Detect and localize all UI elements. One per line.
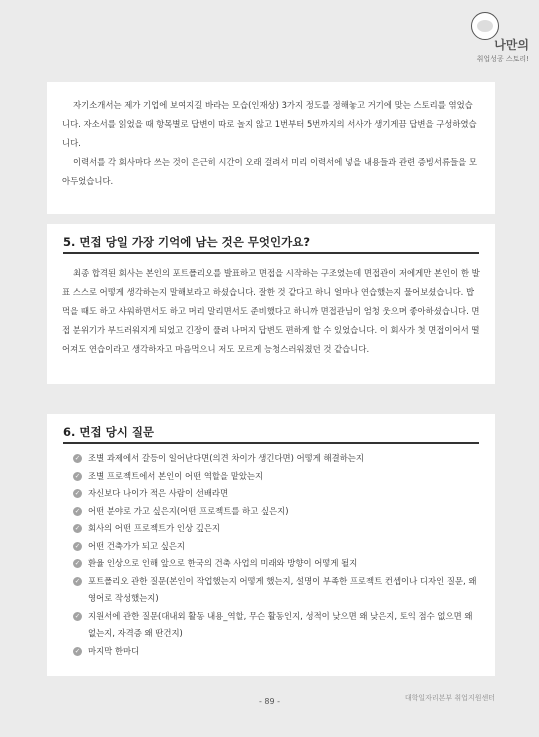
question-text: 마지막 한마디: [88, 645, 140, 656]
intro-paragraph-2: 이력서를 각 회사마다 쓰는 것이 은근히 시간이 오래 걸려서 미리 이력서에 넣을 내용들과 관련 증빙서류들을 모아두었습니다.: [62, 157, 477, 186]
question-text: 어떤 건축가가 되고 싶은지: [88, 540, 185, 551]
question-text: 자신보다 나이가 적은 사람이 선배라면: [88, 488, 229, 498]
question-text: 환율 인상으로 인해 앞으로 한국의 건축 사업의 미래와 방향이 어떻게 될지: [88, 558, 358, 568]
check-icon: ✓: [74, 576, 81, 585]
question-item: [73, 485, 478, 503]
question-text: 어떤 분야로 가고 싶은지(어떤 프로젝트를 하고 싶은지): [88, 505, 289, 516]
section-5-title: 5. 면접 당일 가장 기억에 남는 것은 무엇인가요?: [63, 235, 311, 249]
section-6-title: 6. 면접 당시 질문: [63, 425, 155, 439]
question-text: 조별 프로젝트에서 본인이 어떤 역할을 맡았는지: [88, 470, 264, 481]
section-5: [47, 224, 495, 384]
check-icon: ✓: [74, 454, 81, 462]
question-item: [73, 520, 478, 538]
question-item: [73, 608, 478, 643]
brand-logo: [439, 12, 529, 72]
section-5-paragraph: 최종 합격된 회사는 본인의 포트폴리오를 발표하고 면접을 시작하는 구조였는데 면접관이 저에게만 본인이 한 발표 스스로 어떻게 생각하는지 말해보라고 하셨습니다. 잘한 것 같다고 하니 얼마나 연습했는지 물어보셨습니다. 밥 먹을 때도 하고 샤워하면서도 하고 머리 말리면서도 준비했다고 하니까 면접관님이 엄청 웃으며 좋아하셨습니다. 면접 분위기가 부드러워지게 되었고 긴장이 풀려 나머지 답변도 편하게 할 수 있었습니다. 이 회사가 첫 면접이어서 떨어져도 연습이라고 생각하자고 마음먹으니 저도 모르게 능청스러워졌던 것 같습니다.: [62, 268, 480, 354]
question-item: [73, 555, 478, 573]
check-icon: ✓: [74, 646, 81, 655]
section-6-divider: [63, 442, 479, 444]
logo-subtitle: 취업성공 스토리!: [476, 55, 529, 63]
question-text: 지원서에 관한 질문(대내외 활동 내용_역할, 무슨 활동인지, 성적이 낮으면 왜 낮은지, 토익 점수 없으면 왜 없는지, 자격증 왜 딴건지): [88, 610, 473, 638]
check-icon: ✓: [74, 506, 81, 515]
page-number: - 89 -: [258, 697, 281, 706]
question-list: [73, 450, 478, 660]
question-item: [73, 573, 478, 608]
question-item: [73, 538, 478, 556]
section-6: [47, 414, 495, 676]
check-icon: ✓: [74, 611, 81, 620]
intro-paragraph-1: 자기소개서는 제가 기업에 보여지길 바라는 모습(인재상) 3가지 정도를 정해놓고 거기에 맞는 스토리를 엮었습니다. 자소서를 읽었을 때 항목별로 답변이 따로 놀지 않고 1번부터 5번까지의 서사가 생기게끔 답변을 구성하였습니다.: [62, 100, 477, 148]
check-icon: ✓: [74, 489, 81, 497]
question-text: 회사의 어떤 프로젝트가 인상 깊은지: [88, 523, 221, 533]
logo-title: 나만의: [494, 38, 529, 52]
check-icon: ✓: [74, 541, 81, 550]
section-5-divider: [63, 252, 479, 254]
check-icon: ✓: [74, 524, 81, 532]
question-item: [73, 450, 478, 468]
question-text: 포트폴리오 관한 질문(본인이 작업했는지 어떻게 했는지, 설명이 부족한 프로젝트 컨셉이나 디자인 질문, 왜 영어로 작성했는지): [88, 575, 477, 603]
check-icon: ✓: [74, 559, 81, 567]
question-item: [73, 503, 478, 521]
footer-organization: 대학일자리본부 취업지원센터: [404, 694, 495, 702]
question-item: [73, 468, 478, 486]
intro-card: [47, 82, 495, 214]
question-item: [73, 643, 478, 661]
check-icon: ✓: [74, 471, 81, 480]
question-text: 조별 과제에서 갈등이 일어난다면(의견 차이가 생긴다면) 어떻게 해결하는지: [88, 453, 364, 463]
